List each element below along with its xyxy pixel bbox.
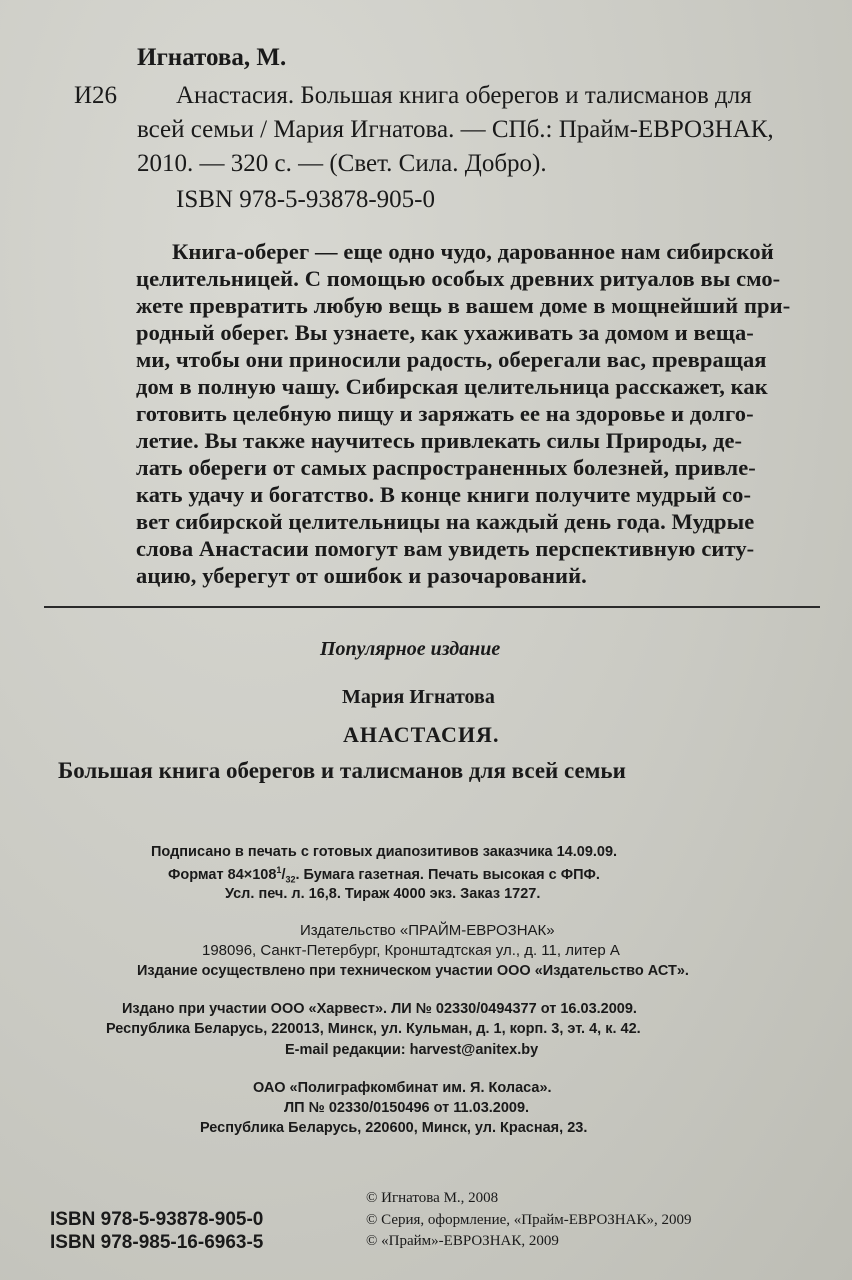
footer-isbn: ISBN 978-5-93878-905-0 bbox=[50, 1209, 264, 1230]
copyright-line: © Серия, оформление, «Прайм-ЕВРОЗНАК», 2009 bbox=[366, 1212, 692, 1228]
imprint-technical: Издание осуществлено при техническом участии ООО «Издательство АСТ». bbox=[137, 963, 689, 979]
annotation-line: ацию, уберегут от ошибок и разочарований. bbox=[136, 563, 587, 588]
imprint-publisher-address: 198096, Санкт-Петербург, Кронштадтская ул., д. 11, литер А bbox=[202, 942, 620, 959]
annotation-line: родный оберег. Вы узнаете, как ухаживать за домом и веща- bbox=[136, 320, 754, 345]
catalog-author-heading: Игнатова, М. bbox=[137, 44, 287, 71]
imprint-harvest-address: Республика Беларусь, 220013, Минск, ул. Кульман, д. 1, корп. 3, эт. 4, к. 42. bbox=[106, 1021, 641, 1037]
book-subtitle: Большая книга оберегов и талисманов для всей семьи bbox=[58, 758, 626, 783]
annotation-line: жете превратить любую вещь в вашем доме в мощнейший при- bbox=[136, 293, 791, 318]
annotation-line: слова Анастасии помогут вам увидеть перспективную ситу- bbox=[136, 536, 755, 561]
copyright-line: © Игнатова М., 2008 bbox=[366, 1190, 499, 1206]
annotation-line: кать удачу и богатство. В конце книги получите мудрый со- bbox=[136, 482, 752, 507]
format-suffix: . Бумага газетная. Печать высокая с ФПФ. bbox=[295, 866, 600, 883]
catalog-classmark: И26 bbox=[74, 82, 118, 109]
annotation-line: дом в полную чашу. Сибирская целительница расскажет, как bbox=[136, 374, 768, 399]
format-prefix: Формат 84×108 bbox=[168, 866, 277, 883]
annotation-line: лать обереги от самых распространенных болезней, привле- bbox=[136, 455, 756, 480]
imprint-format: Формат $84\times 108^1/_{32}$. Бумага газетная. Печать высокая с ФПФ. bbox=[168, 865, 600, 885]
imprint-printer-license: ЛП № 02330/0150496 от 11.03.2009. bbox=[284, 1100, 530, 1116]
annotation-line: целительницей. С помощью особых древних ритуалов вы смо- bbox=[136, 266, 781, 291]
edition-type: Популярное издание bbox=[320, 638, 501, 660]
imprint-harvest: Издано при участии ООО «Харвест». ЛИ № 02330/0494377 от 16.03.2009. bbox=[122, 1001, 637, 1017]
section-divider bbox=[44, 606, 820, 608]
catalog-isbn: ISBN 978-5-93878-905-0 bbox=[176, 186, 436, 213]
catalog-line: Анастасия. Большая книга оберегов и талисманов для bbox=[176, 82, 752, 109]
annotation-line: летие. Вы также научитесь привлекать силы Природы, де- bbox=[136, 428, 743, 453]
catalog-line: 2010. — 320 с. — (Свет. Сила. Добро). bbox=[137, 150, 547, 177]
copyright-line: © «Прайм»-ЕВРОЗНАК, 2009 bbox=[366, 1233, 559, 1249]
imprint-signed: Подписано в печать с готовых диапозитивов заказчика 14.09.09. bbox=[151, 844, 618, 860]
imprint-publisher: Издательство «ПРАЙМ-ЕВРОЗНАК» bbox=[300, 922, 555, 939]
annotation-line: вет сибирской целительницы на каждый день года. Мудрые bbox=[136, 509, 755, 534]
footer-isbn: ISBN 978-985-16-6963-5 bbox=[50, 1232, 264, 1253]
format-subscript: 32 bbox=[285, 874, 296, 885]
imprint-printer-address: Республика Беларусь, 220600, Минск, ул. Красная, 23. bbox=[200, 1120, 588, 1136]
format-superscript: 1 bbox=[276, 865, 282, 875]
annotation-line: готовить целебную пищу и заряжать ее на здоровье и долго- bbox=[136, 401, 754, 426]
book-author: Мария Игнатова bbox=[342, 686, 495, 708]
imprint-sheets: Усл. печ. л. 16,8. Тираж 4000 экз. Заказ 1727. bbox=[225, 886, 541, 902]
book-title: АНАСТАСИЯ. bbox=[343, 722, 500, 747]
imprint-email: E-mail редакции: harvest@anitex.by bbox=[285, 1042, 539, 1058]
annotation-line: Книга-оберег — еще одно чудо, дарованное нам сибирской bbox=[172, 239, 774, 264]
imprint-printer: ОАО «Полиграфкомбинат им. Я. Коласа». bbox=[253, 1080, 552, 1096]
catalog-line: всей семьи / Мария Игнатова. — СПб.: Прайм-ЕВРОЗНАК, bbox=[137, 116, 774, 143]
annotation-line: ми, чтобы они приносили радость, оберегали вас, превращая bbox=[136, 347, 767, 372]
